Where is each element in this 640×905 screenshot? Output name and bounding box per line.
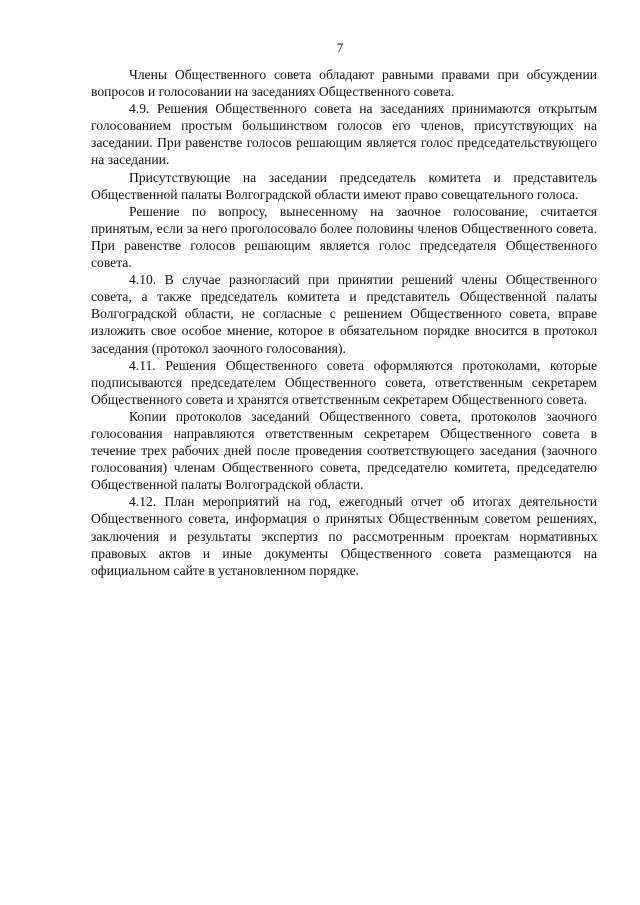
paragraph-4-10: 4.10. В случае разногласий при принятии решений члены Общественного совета, а также председатель комитета и представитель Общественной палаты Волгоградской области, не согласные с решением Общественного совета, вправе изложить свое особое мнение, которое в обязательном порядке вносится в протокол заседания (протокол заочного голосования). <box>91 272 597 356</box>
paragraph-advisory-vote: Присутствующие на заседании председатель комитета и представитель Общественной палаты Волгоградской области имеют право совещательного голоса. <box>91 169 597 202</box>
paragraph-absentee-vote: Решение по вопросу, вынесенному на заочное голосование, считается принятым, если за него проголосовало более половины членов Общественного совета. При равенстве голосов решающим является голос председателя Общественного совета. <box>91 203 597 271</box>
page-number: 7 <box>336 40 344 55</box>
paragraph-4-11: 4.11. Решения Общественного совета оформляются протоколами, которые подписываются председателем Общественного совета, ответственным секретарем Общественного совета и хранятся ответственным секретарем Общественного совета. <box>91 357 597 407</box>
paragraph-protocol-copies: Копии протоколов заседаний Общественного совета, протоколов заочного голосования направляются ответственным секретарем Общественного совета в течение трех рабочих дней после проведения соответствующего заседания (заочного голосования) членам Общественного совета, председателю комитета, председателю Общественной палаты Волгоградской области. <box>91 408 597 493</box>
paragraph-4-12: 4.12. План мероприятий на год, ежегодный отчет об итогах деятельности Общественного совета, информация о принятых Общественным советом решениях, заключения и результаты экспертиз по рассмотренным проектам нормативных правовых актов и иные документы Общественного совета размещаются на официальном сайте в установленном порядке. <box>91 494 597 578</box>
paragraph-members-rights: Члены Общественного совета обладают равными правами при обсуждении вопросов и голосовании на заседаниях Общественного совета. <box>91 67 597 100</box>
paragraph-4-9: 4.9. Решения Общественного совета на заседаниях принимаются открытым голосованием простым большинством голосов его членов, присутствующих на заседании. При равенстве голосов решающим является голос председательствующего на заседании. <box>91 101 597 168</box>
document-body <box>91 66 597 579</box>
